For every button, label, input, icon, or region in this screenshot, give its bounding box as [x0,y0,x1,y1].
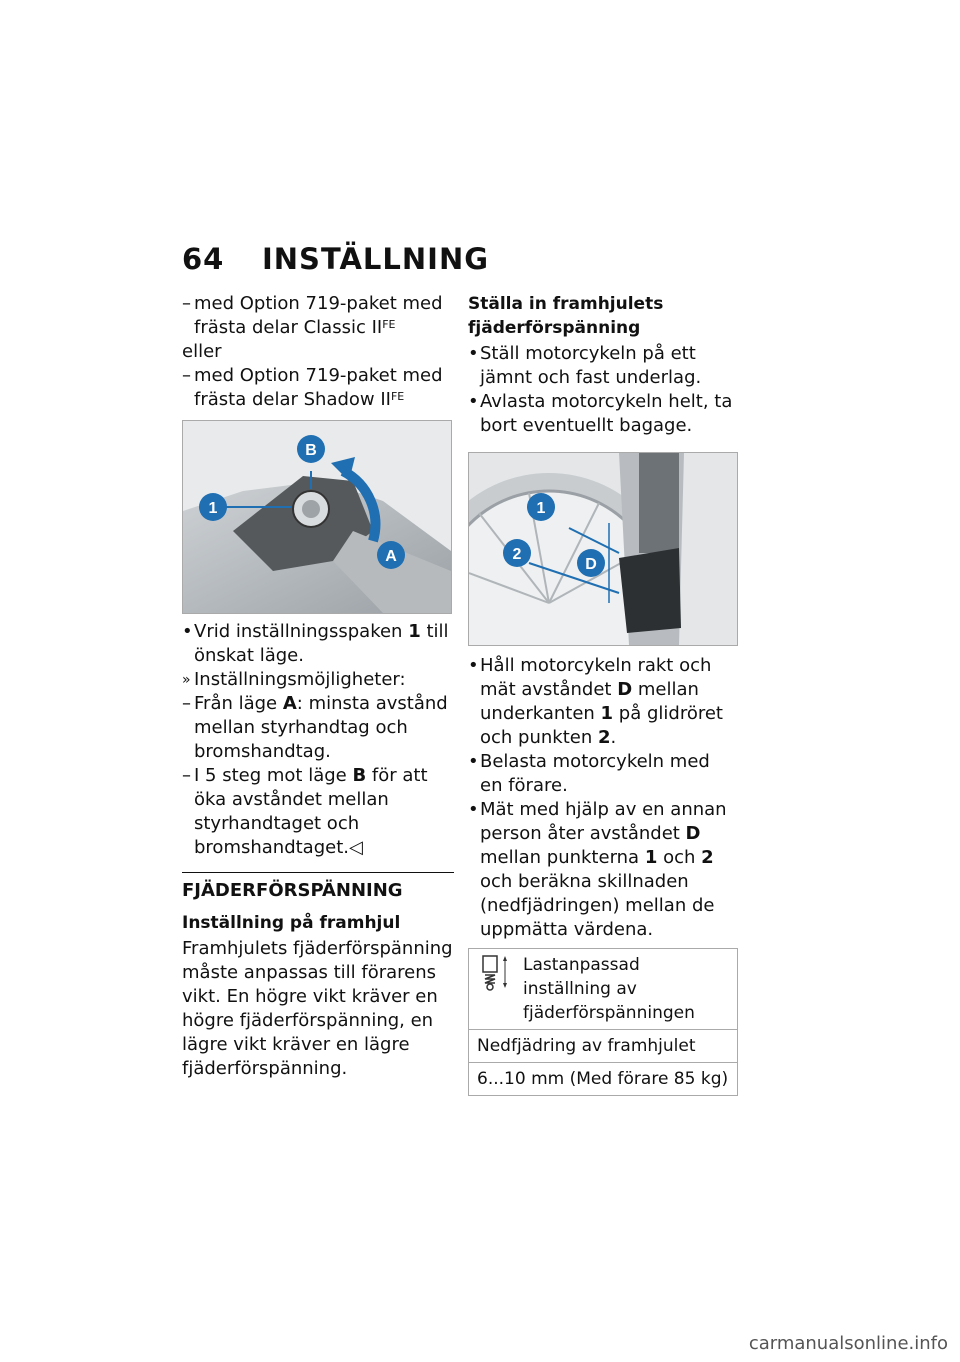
spec-table-header-text: Lastanpassad inställning av fjäderförspänningen [523,955,695,1023]
option-a-text-c: : minsta avstånd mellan styrhandtag och bromshandtag. [194,693,448,762]
figure-label-d: D [585,556,597,573]
brake-lever-figure [182,420,452,614]
section-title: FJÄDERFÖRSPÄNNING [182,880,403,901]
figure-label-a: A [385,548,397,565]
bullet-measure-again [468,798,738,942]
b3-text-b: mellan underkanten [480,679,699,724]
left-column [182,292,454,1081]
step-rotate-num: 1 [408,621,421,642]
option-shadow-text: med Option 719-paket med frästa delar Shadow II [194,365,443,410]
bullet-level-ground: • Ställ motorcykeln på ett jämnt och fast underlag. [468,342,738,390]
b5-text-b: mellan punkterna [480,847,645,868]
spec-table-header [469,949,737,1029]
figure-label-b: B [305,442,317,459]
step-rotate-lever [182,620,454,668]
b3-text-c: på glidröret och punkten [480,703,723,748]
watermark-footer: carmanualsonline.info [748,1333,948,1354]
step-rotate-text-a: Vrid inställningsspaken [194,621,409,642]
option-a-letter: A [282,693,297,714]
bullet-measure [468,654,738,750]
option-b-letter: B [352,765,367,786]
option-b [182,764,454,860]
bullet-unload: • Avlasta motorcykeln helt, ta bort eventuellt bagage. [468,390,738,438]
right-column [468,292,738,1096]
option-a-text-a: Från läge [194,693,283,714]
or-text: eller [182,341,222,362]
option-shadow-sup: FE [390,390,405,403]
b3-text-a: Håll motorcykeln rakt och mät avståndet [480,655,712,700]
b3-1: 1 [600,703,614,724]
options-label: » Inställningsmöjligheter: [182,668,454,692]
figure-label-2: 2 [512,546,522,563]
figure-label-1b: 1 [536,500,546,517]
b5-1: 1 [644,847,658,868]
b5-d: D [685,823,701,844]
front-wheel-figure [468,452,738,646]
page-number: 64 [182,242,225,276]
b3-text-e: . [610,727,617,748]
b3-d: D [617,679,633,700]
option-a [182,692,454,764]
b5-text-e: och beräkna skillnaden (nedfjädringen) mellan de uppmätta värdena. [480,871,715,940]
page-title: INSTÄLLNING [262,242,490,276]
option-classic [182,292,454,340]
section-divider [182,872,454,873]
b5-text-a: Mät med hjälp av en annan person åter avståndet [480,799,727,844]
b5-text-c: och [657,847,702,868]
step-rotate-text-b: till önskat läge. [194,621,449,666]
option-b-text-c: för att öka avståndet mellan styrhandtaget och bromshandtaget. [194,765,428,858]
end-mark-icon: ◁ [349,837,363,858]
subsection-title: Inställning på framhjul [182,913,401,933]
option-classic-sup: FE [382,318,396,331]
spec-table-row-value: 6...10 mm (Med förare 85 kg) [469,1062,737,1095]
section-body: Framhjulets fjäderförspänning måste anpassas till förarens vikt. En högre vikt kräver en högre fjäderförspänning, en lägre vikt kräver en lägre fjäderförspänning. [182,938,453,1079]
option-shadow [182,364,454,412]
bullet-load: • Belasta motorcykeln med en förare. [468,750,738,798]
spec-table-row-label: Nedfjädring av framhjulet [469,1029,737,1062]
spring-preload-icon [477,953,523,1025]
b3-2: 2 [597,727,611,748]
figure-label-1: 1 [208,500,218,517]
option-b-text-a: I 5 steg mot läge [194,765,353,786]
b5-2: 2 [701,847,714,868]
right-title: Ställa in framhjulets fjäderförspänning [468,294,664,338]
spec-table [468,948,738,1096]
option-classic-text: med Option 719-paket med frästa delar Classic II [194,293,443,338]
page-header [182,242,489,276]
